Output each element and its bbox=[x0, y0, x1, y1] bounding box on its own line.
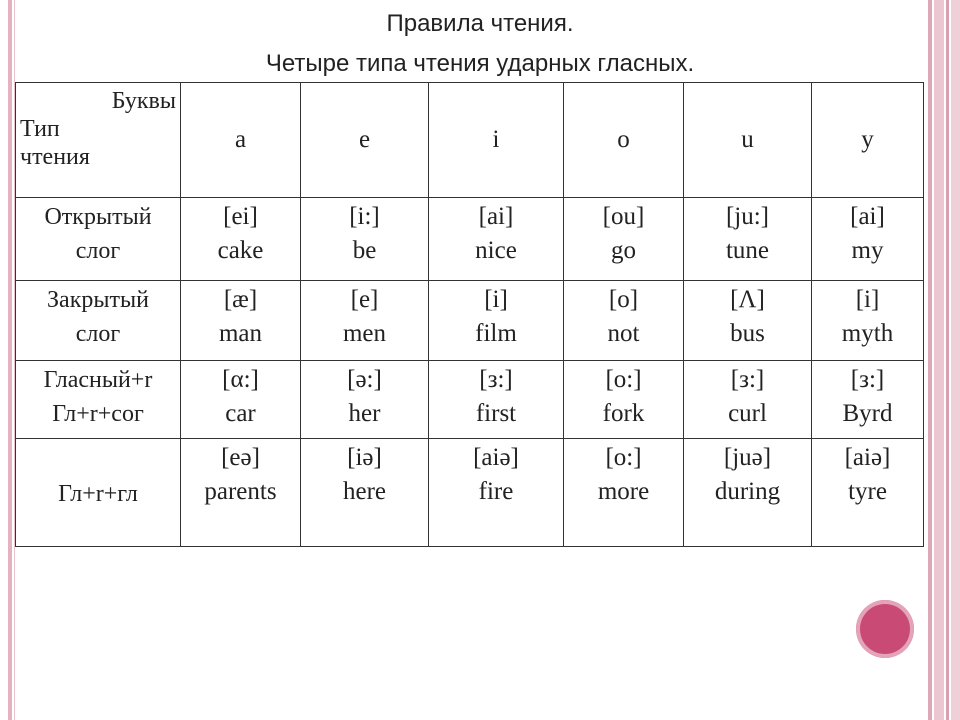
corner-cell bbox=[16, 83, 181, 198]
table-cell: [i] film bbox=[429, 281, 564, 361]
table-cell: [ou] go bbox=[564, 198, 684, 281]
left-frame-stripe bbox=[8, 0, 12, 720]
table-cell: [o:] fork bbox=[564, 361, 684, 439]
letter-header-i: i bbox=[429, 83, 564, 198]
table-cell: [ə:] her bbox=[301, 361, 429, 439]
table-cell: [aiə] tyre bbox=[812, 439, 924, 547]
table-cell: [o:] more bbox=[564, 439, 684, 547]
letter-header-e: e bbox=[301, 83, 429, 198]
letter-header-y: y bbox=[812, 83, 924, 198]
header-row bbox=[16, 83, 924, 198]
slide-title: Правила чтения. bbox=[386, 10, 574, 37]
table-cell: [iə] here bbox=[301, 439, 429, 547]
table-cell: [з:] first bbox=[429, 361, 564, 439]
table-cell: [ai] nice bbox=[429, 198, 564, 281]
table-cell: [e] men bbox=[301, 281, 429, 361]
table-cell: [з:] curl bbox=[684, 361, 812, 439]
table-cell: [ju:] tune bbox=[684, 198, 812, 281]
letter-header-u: u bbox=[684, 83, 812, 198]
table-row-closed-syllable bbox=[16, 281, 924, 361]
table-row-open-syllable bbox=[16, 198, 924, 281]
type-label-line1: Тип bbox=[20, 116, 60, 142]
table-cell: [aiə] fire bbox=[429, 439, 564, 547]
table-cell: [æ] man bbox=[181, 281, 301, 361]
letter-header-o: o bbox=[564, 83, 684, 198]
table-cell: [eə] parents bbox=[181, 439, 301, 547]
table-cell: [juə] during bbox=[684, 439, 812, 547]
table-cell: [α:] car bbox=[181, 361, 301, 439]
decorative-circle bbox=[856, 600, 914, 658]
right-frame-stripes bbox=[928, 0, 960, 720]
table-row-vowel-r-vowel bbox=[16, 439, 924, 547]
type-label-line2: чтения bbox=[20, 144, 90, 170]
row-label: Гл+r+гл bbox=[16, 439, 181, 547]
table-cell: [i:] be bbox=[301, 198, 429, 281]
row-label: Открытый слог bbox=[16, 198, 181, 281]
row-label: Гласный+r Гл+r+сог bbox=[16, 361, 181, 439]
table-cell: [Λ] bus bbox=[684, 281, 812, 361]
table-cell: [ei] cake bbox=[181, 198, 301, 281]
row-label: Закрытый слог bbox=[16, 281, 181, 361]
slide-subtitle: Четыре типа чтения ударных гласных. bbox=[265, 50, 695, 77]
table-row-vowel-r bbox=[16, 361, 924, 439]
letter-header-a: a bbox=[181, 83, 301, 198]
table-cell: [ai] my bbox=[812, 198, 924, 281]
table-cell: [i] myth bbox=[812, 281, 924, 361]
table-cell: [з:] Byrd bbox=[812, 361, 924, 439]
reading-rules-table bbox=[15, 82, 924, 547]
letters-label: Буквы bbox=[111, 88, 176, 114]
table-cell: [o] not bbox=[564, 281, 684, 361]
